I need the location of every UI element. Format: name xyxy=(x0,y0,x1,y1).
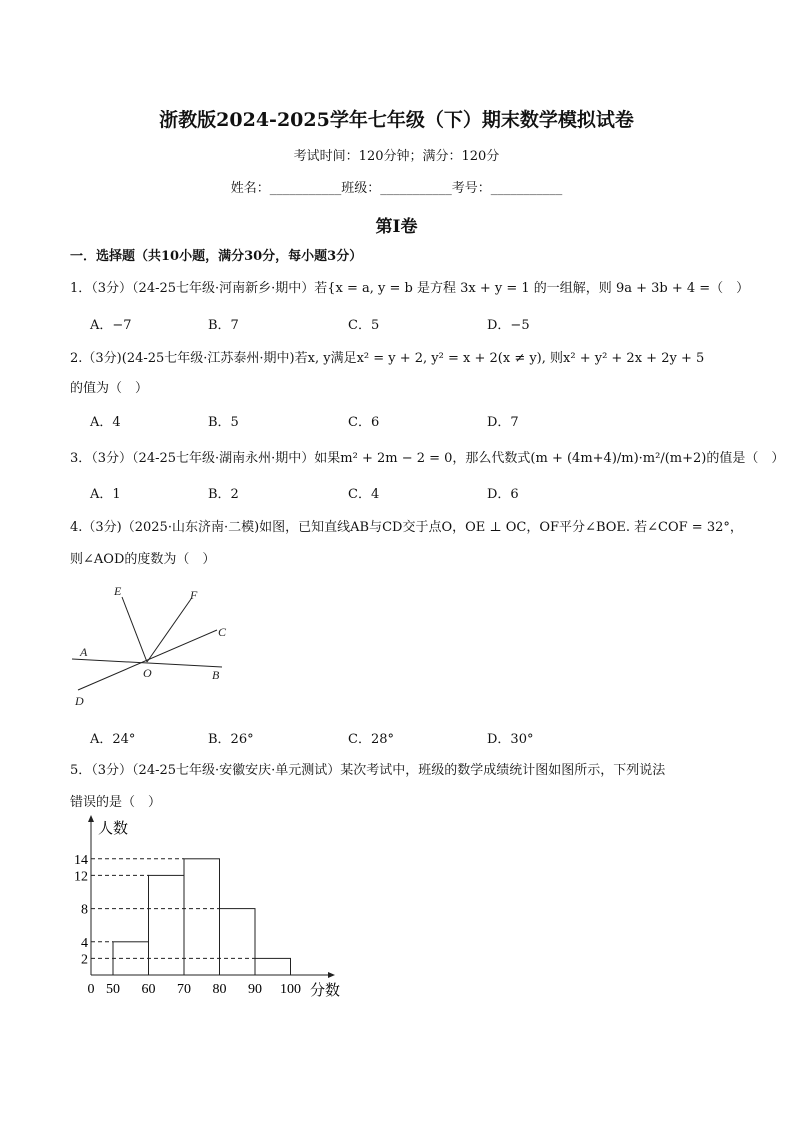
q1-option-b: B．7 xyxy=(208,318,239,333)
question-2-text-cont: 的值为（ ） xyxy=(70,381,149,396)
question-5-text: 5．（3分）（24-25七年级·安徽安庆·单元测试）某次考试中，班级的数学成绩统计图如图所示，下列说法 xyxy=(70,763,666,778)
label-f: F xyxy=(190,588,198,602)
question-3-text: 3．（3分）（24-25七年级·湖南永州·期中）如果m² + 2m − 2 = 0，那么代数式(m + (4m+4)/m)·m²/(m+2)的值是（ ） xyxy=(70,451,785,466)
y-tick-label: 14 xyxy=(74,852,88,868)
q2-option-a: A．4 xyxy=(90,415,121,430)
x-tick-label: 70 xyxy=(177,982,191,997)
label-c: C xyxy=(218,625,227,639)
y-axis-label: 人数 xyxy=(98,821,129,837)
question-4-text-cont: 则∠AOD的度数为（ ） xyxy=(70,552,216,567)
label-e: E xyxy=(114,584,122,598)
exam-title: 浙教版2024-2025学年七年级（下）期末数学模拟试卷 xyxy=(159,109,634,131)
q3-option-b: B．2 xyxy=(208,487,239,502)
q1-option-c: C．5 xyxy=(348,318,380,333)
q3-option-c: C．4 xyxy=(348,487,380,502)
label-a: A xyxy=(80,645,88,659)
q4-option-b: B．26° xyxy=(208,732,254,747)
x-axis-arrow-icon xyxy=(328,972,335,978)
x-tick-label: 100 xyxy=(280,982,301,997)
question-2-text: 2.（3分)(24-25七年级·江苏泰州·期中)若x, y满足x² = y + 2, y² = x + 2(x ≠ y), 则x² + y² + 2x + 2y + 5 xyxy=(70,351,705,366)
x-tick-label: 60 xyxy=(141,982,156,997)
volume-heading: 第I卷 xyxy=(375,217,418,237)
x-axis-label: 分数 xyxy=(310,983,341,999)
q4-option-a: A．24° xyxy=(90,732,136,747)
q2-option-b: B．5 xyxy=(208,415,239,430)
q2-option-d: D．7 xyxy=(487,415,519,430)
q4-option-c: C．28° xyxy=(348,732,394,747)
q3-option-a: A．1 xyxy=(90,487,121,502)
ray-of xyxy=(147,599,191,662)
x-tick-label: 0 xyxy=(87,982,95,997)
y-tick-label: 4 xyxy=(81,935,88,951)
y-tick-label: 12 xyxy=(74,869,88,885)
q1-option-d: D．−5 xyxy=(487,318,530,333)
exam-subtitle: 考试时间：120分钟；满分：120分 xyxy=(293,149,500,164)
x-tick-label: 90 xyxy=(248,982,262,997)
histogram-bar xyxy=(184,859,220,975)
q2-option-c: C．6 xyxy=(348,415,380,430)
q4-option-d: D．30° xyxy=(487,732,534,747)
x-tick-label: 80 xyxy=(212,982,227,997)
histogram-bar xyxy=(255,958,291,975)
q3-option-d: D．6 xyxy=(487,487,519,502)
histogram-bar xyxy=(220,909,256,975)
y-axis-arrow-icon xyxy=(88,815,94,822)
student-info-line: 姓名：___________班级：___________考号：___________ xyxy=(230,181,563,196)
q1-option-a: A．−7 xyxy=(90,318,132,333)
score-histogram xyxy=(60,810,360,1010)
label-b: B xyxy=(212,668,220,682)
y-tick-label: 2 xyxy=(81,952,88,968)
question-5-text-cont: 错误的是（ ） xyxy=(70,795,162,810)
y-tick-label: 8 xyxy=(81,902,88,918)
label-o: O xyxy=(143,666,152,680)
question-4-text: 4.（3分)（2025·山东济南·二模)如图，已知直线AB与CD交于点O，OE ⊥ OC，OF平分∠BOE. 若∠COF = 32°， xyxy=(70,520,743,535)
x-tick-label: 50 xyxy=(106,982,120,997)
section-heading: 一．选择题（共10小题，满分30分，每小题3分） xyxy=(70,249,363,264)
ray-oe xyxy=(122,597,147,662)
label-d: D xyxy=(75,694,84,708)
question-1-text: 1．（3分）（24-25七年级·河南新乡·期中）若{x = a, y = b 是方程 3x + y = 1 的一组解，则 9a + 3b + 4 =（ ） xyxy=(70,281,750,296)
histogram-bar xyxy=(149,875,185,975)
angle-figure xyxy=(60,575,250,715)
